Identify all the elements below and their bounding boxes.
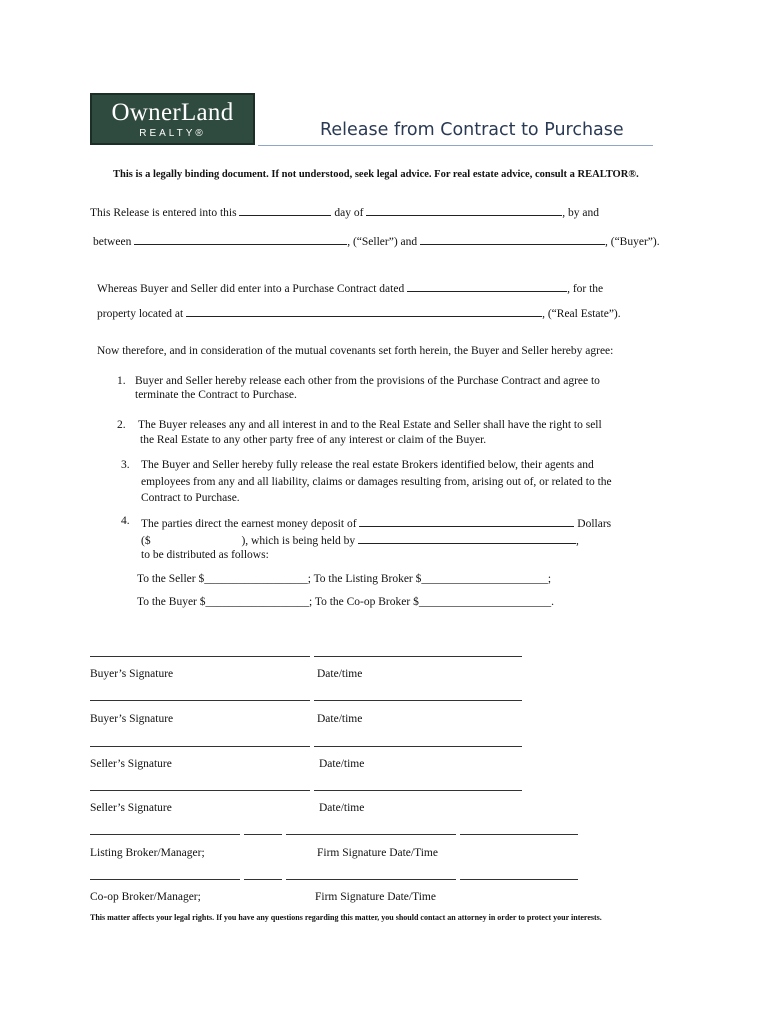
item-4-line-3: to be distributed as follows: xyxy=(141,549,269,561)
item-3-number: 3. xyxy=(121,459,130,471)
seller-2-signature-label: Seller’s Signature xyxy=(90,802,172,814)
legal-notice: This is a legally binding document. If not understood, seek legal advice. For real estate advice, consult a REALTOR®. xyxy=(113,169,639,180)
seller-1-signature-label: Seller’s Signature xyxy=(90,758,172,770)
contract-date-blank[interactable] xyxy=(407,280,567,292)
seller-1-signature-line[interactable] xyxy=(90,746,310,747)
whereas-text-a: Whereas Buyer and Seller did enter into a Purchase Contract dated xyxy=(97,283,405,295)
item-4-line-2 xyxy=(141,532,579,547)
deposit-words-blank[interactable] xyxy=(359,515,574,527)
whereas-text-c: property located at xyxy=(97,308,184,320)
buyer-1-date-label: Date/time xyxy=(317,668,363,680)
listing-firm-label: Firm Signature Date/Time xyxy=(317,847,438,859)
seller-2-signature-line[interactable] xyxy=(90,790,310,791)
intro-text-between: between xyxy=(93,236,132,248)
item-1-line-1: Buyer and Seller hereby release each other from the provisions of the Purchase Contract and agree to xyxy=(135,375,600,387)
listing-firm-signature-line[interactable] xyxy=(286,834,456,835)
item-3-line-3: Contract to Purchase. xyxy=(141,492,240,504)
whereas-line-2 xyxy=(97,305,621,320)
intro-text-b: day of xyxy=(334,207,364,219)
property-address-blank[interactable] xyxy=(186,305,542,317)
item-3-line-2: employees from any and all liability, claims or damages resulting from, arising out of, or related to the xyxy=(141,476,612,488)
footer-disclaimer: This matter affects your legal rights. If you have any questions regarding this matter, you should contact an attorney in order to protect your interests. xyxy=(90,913,602,922)
buyer-name-blank[interactable] xyxy=(420,233,605,245)
coop-firm-signature-line[interactable] xyxy=(286,879,456,880)
now-therefore-text: Now therefore, and in consideration of the mutual covenants set forth herein, the Buyer and Seller hereby agree: xyxy=(97,345,614,357)
document-title: Release from Contract to Purchase xyxy=(320,120,624,140)
listing-broker-signature-line[interactable] xyxy=(90,834,240,835)
holder-name-blank[interactable] xyxy=(358,532,576,544)
logo-subtitle-text: REALTY® xyxy=(139,128,206,139)
buyer-1-signature-label: Buyer’s Signature xyxy=(90,668,174,680)
coop-firm-label: Firm Signature Date/Time xyxy=(315,891,436,903)
listing-date-line[interactable] xyxy=(460,834,578,835)
seller-2-date-label: Date/time xyxy=(319,802,365,814)
buyer-2-date-label: Date/time xyxy=(317,713,363,725)
coop-broker-signature-line[interactable] xyxy=(90,879,240,880)
coop-broker-label: Co-op Broker/Manager; xyxy=(90,891,201,903)
distribution-seller-line[interactable]: To the Seller $__________________; To the Listing Broker $______________________; xyxy=(137,573,552,585)
buyer-2-date-line[interactable] xyxy=(314,700,522,701)
item-4-text-dollars: Dollars xyxy=(577,518,612,530)
listing-broker-label: Listing Broker/Manager; xyxy=(90,847,205,859)
item-4-text-a: The parties direct the earnest money deposit of xyxy=(141,518,357,530)
intro-line-2 xyxy=(93,233,660,248)
seller-1-date-line[interactable] xyxy=(314,746,522,747)
buyer-1-signature-line[interactable] xyxy=(90,656,310,657)
intro-text-buyer: , (“Buyer”). xyxy=(605,236,660,248)
distribution-buyer-line[interactable]: To the Buyer $__________________; To the Co-op Broker $_______________________. xyxy=(137,596,554,608)
intro-line-1 xyxy=(90,204,599,219)
buyer-2-signature-label: Buyer’s Signature xyxy=(90,713,174,725)
intro-text-seller: , (“Seller”) and xyxy=(347,236,418,248)
item-2-number: 2. xyxy=(117,419,126,431)
seller-1-date-label: Date/time xyxy=(319,758,365,770)
intro-text-a: This Release is entered into this xyxy=(90,207,237,219)
item-4-text-held: ), which is being held by xyxy=(241,535,356,547)
item-4-text-paren: ($ xyxy=(141,535,151,547)
logo-brand-text: OwnerLand xyxy=(111,99,234,126)
item-4-text-comma: , xyxy=(576,535,579,547)
buyer-1-date-line[interactable] xyxy=(314,656,522,657)
item-4-line-1 xyxy=(141,515,611,530)
day-blank[interactable] xyxy=(239,204,331,216)
seller-2-date-line[interactable] xyxy=(314,790,522,791)
whereas-text-d: , (“Real Estate”). xyxy=(542,308,621,320)
buyer-2-signature-line[interactable] xyxy=(90,700,310,701)
item-2-line-1: The Buyer releases any and all interest in and to the Real Estate and Seller shall have the right to sell xyxy=(138,419,602,431)
item-2-line-2: the Real Estate to any other party free of any interest or claim of the Buyer. xyxy=(140,434,487,446)
item-1-line-2: terminate the Contract to Purchase. xyxy=(135,389,297,401)
intro-text-c: , by and xyxy=(562,207,600,219)
coop-date-line[interactable] xyxy=(460,879,578,880)
listing-broker-extra-line[interactable] xyxy=(244,834,282,835)
title-underline xyxy=(258,145,653,146)
seller-name-blank[interactable] xyxy=(134,233,347,245)
company-logo xyxy=(90,93,255,145)
whereas-line-1 xyxy=(97,280,603,295)
month-blank[interactable] xyxy=(366,204,562,216)
item-1-number: 1. xyxy=(117,375,126,387)
coop-broker-extra-line[interactable] xyxy=(244,879,282,880)
item-4-number: 4. xyxy=(121,515,130,527)
whereas-text-b: , for the xyxy=(567,283,604,295)
item-3-line-1: The Buyer and Seller hereby fully release the real estate Brokers identified below, their agents and xyxy=(141,459,594,471)
